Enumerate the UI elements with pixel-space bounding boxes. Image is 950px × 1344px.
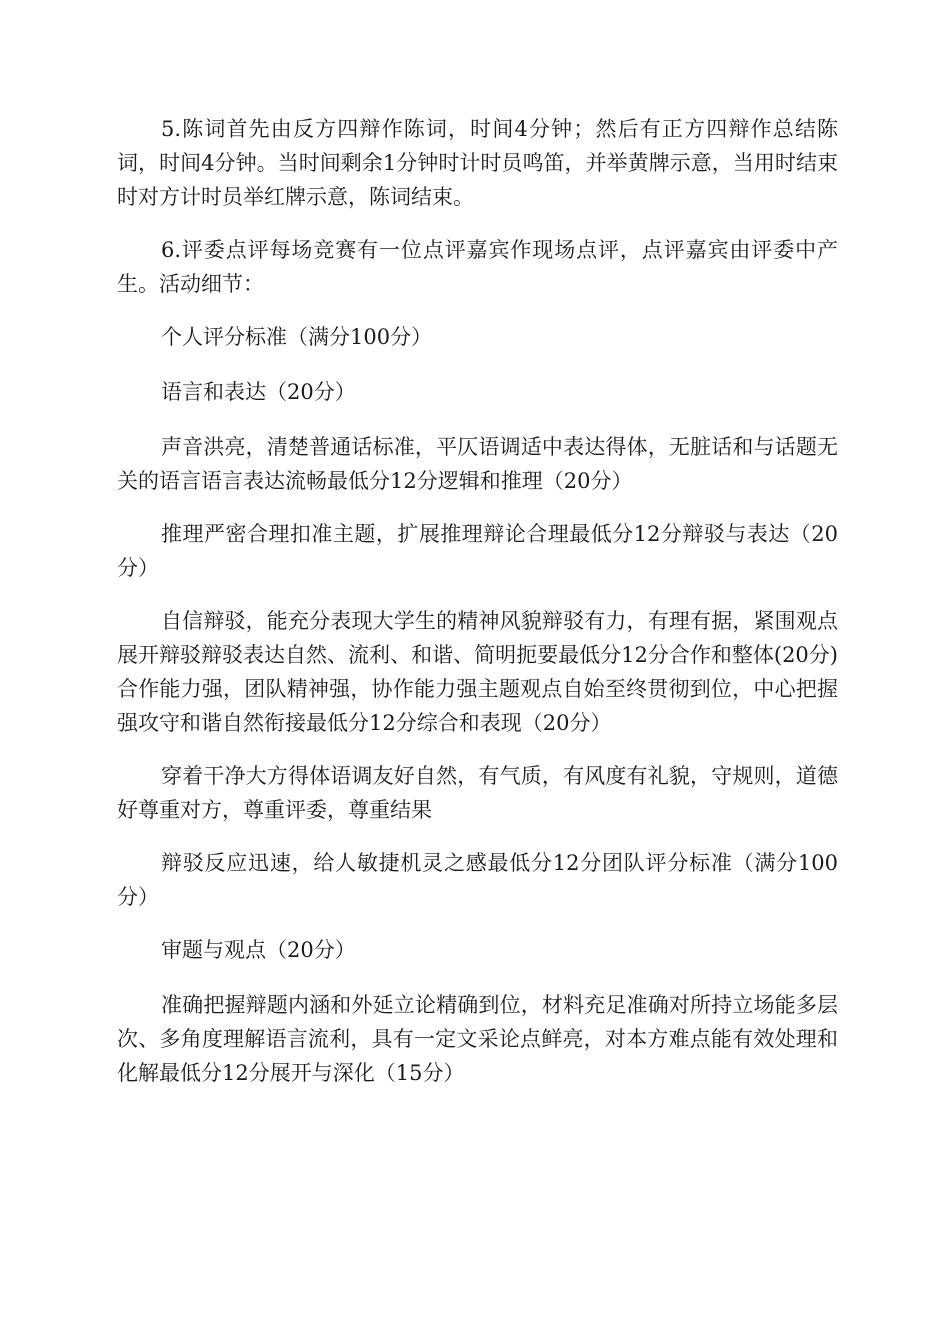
paragraph-reasoning-criteria: 推理严密合理扣准主题，扩展推理辩论合理最低分12分辩驳与表达（20分） [117, 522, 838, 580]
heading-topic-viewpoint: 审题与观点（20分） [161, 938, 356, 962]
paragraph-judge-comment: 6.评委点评每场竞赛有一位点评嘉宾作现场点评，点评嘉宾由评委中产生。活动细节： [117, 238, 838, 296]
heading-individual-scoring: 个人评分标准（满分100分） [161, 325, 433, 349]
paragraph-topic-criteria: 准确把握辩题内涵和外延立论精确到位，材料充足准确对所持立场能多层次、多角度理解语言流利，具有一定文采论点鲜亮，对本方难点能有效处理和化解最低分12分展开与深化（15分） [117, 993, 838, 1085]
paragraph-voice-criteria: 声音洪亮，清楚普通话标准，平仄语调适中表达得体，无脏话和与话题无关的语言语言表达流畅最低分12分逻辑和推理（20分） [117, 435, 838, 493]
paragraph-rebuttal-criteria: 自信辩驳，能充分表现大学生的精神风貌辩驳有力，有理有据，紧围观点展开辩驳辩驳表达自然、流利、和谐、简明扼要最低分12分合作和整体(20分)合作能力强，团队精神强，协作能力强主题观点自始至终贯彻到位，中心把握强攻守和谐自然衔接最低分12分综合和表现（20分） [117, 609, 838, 735]
paragraph-appearance-criteria: 穿着干净大方得体语调友好自然，有气质，有风度有礼貌，守规则，道德好尊重对方，尊重评委，尊重结果 [117, 764, 838, 822]
paragraph-reaction-criteria: 辩驳反应迅速，给人敏捷机灵之感最低分12分团队评分标准（满分100分） [117, 851, 838, 909]
heading-language-expression: 语言和表达（20分） [161, 380, 356, 404]
paragraph-closing-statement: 5.陈词首先由反方四辩作陈词，时间4分钟；然后有正方四辩作总结陈词，时间4分钟。当时间剩余1分钟时计时员鸣笛，并举黄牌示意，当用时结束时对方计时员举红牌示意，陈词结束。 [117, 117, 838, 209]
